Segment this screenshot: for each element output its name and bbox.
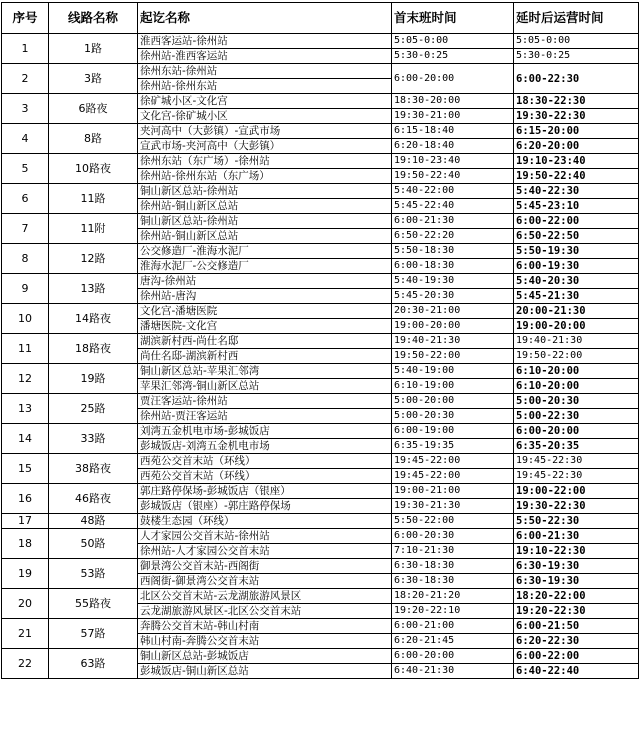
route-name: 53路 xyxy=(49,559,138,589)
route-endpoints: 徐州站-人才家园公交首末站 xyxy=(138,544,392,559)
row-index: 1 xyxy=(2,34,49,64)
route-endpoints: 郭庄路停保场-彭城饭店（银座） xyxy=(138,484,392,499)
table-row xyxy=(2,154,639,169)
first-last-bus-time: 5:05-0:00 xyxy=(392,34,514,49)
first-last-bus-time: 6:00-21:00 xyxy=(392,619,514,634)
route-endpoints: 徐州站-唐沟 xyxy=(138,289,392,304)
extended-operating-time: 18:20-22:00 xyxy=(514,589,639,604)
route-name: 38路夜 xyxy=(49,454,138,484)
route-endpoints: 宣武市场-夹河高中（大彭镇） xyxy=(138,139,392,154)
first-last-bus-time: 6:30-18:30 xyxy=(392,559,514,574)
table-row xyxy=(2,559,639,574)
extended-operating-time: 5:05-0:00 xyxy=(514,34,639,49)
first-last-bus-time: 6:00-20:30 xyxy=(392,529,514,544)
table-body xyxy=(2,34,639,679)
route-endpoints: 徐州站-淮西客运站 xyxy=(138,49,392,64)
header-extended-hours: 延时后运营时间 xyxy=(514,3,639,34)
table-header-row xyxy=(2,3,639,34)
table-row xyxy=(2,274,639,289)
row-index: 11 xyxy=(2,334,49,364)
route-name: 33路 xyxy=(49,424,138,454)
extended-operating-time: 6:00-19:30 xyxy=(514,259,639,274)
extended-operating-time: 19:30-22:30 xyxy=(514,109,639,124)
row-index: 16 xyxy=(2,484,49,514)
route-name: 50路 xyxy=(49,529,138,559)
extended-operating-time: 5:40-22:30 xyxy=(514,184,639,199)
route-endpoints: 铜山新区总站-苹果汇邻湾 xyxy=(138,364,392,379)
first-last-bus-time: 6:15-18:40 xyxy=(392,124,514,139)
route-endpoints: 西苑公交首末站（环线） xyxy=(138,454,392,469)
first-last-bus-time: 6:50-22:20 xyxy=(392,229,514,244)
extended-operating-time: 19:45-22:30 xyxy=(514,469,639,484)
row-index: 6 xyxy=(2,184,49,214)
table-row xyxy=(2,34,639,49)
extended-operating-time: 6:20-22:30 xyxy=(514,634,639,649)
route-endpoints: 徐州站-徐州东站（东广场） xyxy=(138,169,392,184)
header-index: 序号 xyxy=(2,3,49,34)
extended-operating-time: 19:10-23:40 xyxy=(514,154,639,169)
route-name: 19路 xyxy=(49,364,138,394)
first-last-bus-time: 5:40-19:00 xyxy=(392,364,514,379)
route-endpoints: 苹果汇邻湾-铜山新区总站 xyxy=(138,379,392,394)
first-last-bus-time: 6:30-18:30 xyxy=(392,574,514,589)
extended-operating-time: 19:00-20:00 xyxy=(514,319,639,334)
first-last-bus-time: 5:50-22:00 xyxy=(392,514,514,529)
route-endpoints: 贾汪客运站-徐州站 xyxy=(138,394,392,409)
extended-operating-time: 5:00-22:30 xyxy=(514,409,639,424)
extended-operating-time: 6:10-20:00 xyxy=(514,379,639,394)
route-endpoints: 徐矿城小区-文化宫 xyxy=(138,94,392,109)
extended-operating-time: 5:45-23:10 xyxy=(514,199,639,214)
first-last-bus-time: 6:00-18:30 xyxy=(392,259,514,274)
first-last-bus-time: 6:35-19:35 xyxy=(392,439,514,454)
extended-operating-time: 6:00-22:00 xyxy=(514,214,639,229)
table-row xyxy=(2,334,639,349)
first-last-bus-time: 5:00-20:30 xyxy=(392,409,514,424)
route-endpoints: 铜山新区总站-徐州站 xyxy=(138,184,392,199)
first-last-bus-time: 6:00-20:00 xyxy=(392,64,514,94)
route-endpoints: 韩山村南-奔腾公交首末站 xyxy=(138,634,392,649)
route-name: 1路 xyxy=(49,34,138,64)
row-index: 15 xyxy=(2,454,49,484)
route-name: 18路夜 xyxy=(49,334,138,364)
table-row xyxy=(2,514,639,529)
route-name: 3路 xyxy=(49,64,138,94)
first-last-bus-time: 20:30-21:00 xyxy=(392,304,514,319)
route-endpoints: 西阁街-御景湾公交首末站 xyxy=(138,574,392,589)
row-index: 9 xyxy=(2,274,49,304)
extended-operating-time: 19:50-22:40 xyxy=(514,169,639,184)
route-name: 6路夜 xyxy=(49,94,138,124)
route-endpoints: 北区公交首末站-云龙湖旅游风景区 xyxy=(138,589,392,604)
table-row xyxy=(2,484,639,499)
extended-operating-time: 6:40-22:40 xyxy=(514,664,639,679)
route-endpoints: 鼓楼生态园（环线） xyxy=(138,514,392,529)
route-name: 8路 xyxy=(49,124,138,154)
header-first-last-bus: 首末班时间 xyxy=(392,3,514,34)
first-last-bus-time: 5:00-20:00 xyxy=(392,394,514,409)
extended-operating-time: 6:35-20:35 xyxy=(514,439,639,454)
row-index: 18 xyxy=(2,529,49,559)
first-last-bus-time: 5:30-0:25 xyxy=(392,49,514,64)
extended-operating-time: 19:50-22:00 xyxy=(514,349,639,364)
extended-operating-time: 19:20-22:30 xyxy=(514,604,639,619)
first-last-bus-time: 19:50-22:00 xyxy=(392,349,514,364)
first-last-bus-time: 19:00-21:00 xyxy=(392,484,514,499)
table-row xyxy=(2,589,639,604)
route-endpoints: 文化宫-徐矿城小区 xyxy=(138,109,392,124)
route-endpoints: 西苑公交首末站（环线） xyxy=(138,469,392,484)
extended-operating-time: 5:40-20:30 xyxy=(514,274,639,289)
extended-operating-time: 19:00-22:00 xyxy=(514,484,639,499)
route-endpoints: 铜山新区总站-彭城饭店 xyxy=(138,649,392,664)
first-last-bus-time: 19:45-22:00 xyxy=(392,454,514,469)
route-endpoints: 人才家园公交首末站-徐州站 xyxy=(138,529,392,544)
route-endpoints: 淮海水泥厂-公交修造厂 xyxy=(138,259,392,274)
extended-operating-time: 6:15-20:00 xyxy=(514,124,639,139)
route-endpoints: 彭城饭店（银座）-郭庄路停保场 xyxy=(138,499,392,514)
first-last-bus-time: 6:20-21:45 xyxy=(392,634,514,649)
first-last-bus-time: 19:10-23:40 xyxy=(392,154,514,169)
extended-operating-time: 6:10-20:00 xyxy=(514,364,639,379)
route-endpoints: 徐州站-铜山新区总站 xyxy=(138,199,392,214)
route-endpoints: 徐州东站（东广场）-徐州站 xyxy=(138,154,392,169)
table-row xyxy=(2,454,639,469)
extended-operating-time: 19:45-22:30 xyxy=(514,454,639,469)
route-endpoints: 刘湾五金机电市场-彭城饭店 xyxy=(138,424,392,439)
first-last-bus-time: 18:20-21:20 xyxy=(392,589,514,604)
route-endpoints: 云龙湖旅游风景区-北区公交首末站 xyxy=(138,604,392,619)
row-index: 19 xyxy=(2,559,49,589)
route-endpoints: 铜山新区总站-徐州站 xyxy=(138,214,392,229)
first-last-bus-time: 6:00-19:00 xyxy=(392,424,514,439)
route-endpoints: 徐州东站-徐州站 xyxy=(138,64,392,79)
row-index: 22 xyxy=(2,649,49,679)
extended-operating-time: 5:50-22:30 xyxy=(514,514,639,529)
extended-operating-time: 6:00-22:00 xyxy=(514,649,639,664)
table-row xyxy=(2,364,639,379)
first-last-bus-time: 5:45-22:40 xyxy=(392,199,514,214)
row-index: 14 xyxy=(2,424,49,454)
route-endpoints: 奔腾公交首末站-韩山村南 xyxy=(138,619,392,634)
first-last-bus-time: 5:40-22:00 xyxy=(392,184,514,199)
extended-operating-time: 5:30-0:25 xyxy=(514,49,639,64)
table-row xyxy=(2,244,639,259)
extended-operating-time: 6:00-20:00 xyxy=(514,424,639,439)
first-last-bus-time: 19:00-20:00 xyxy=(392,319,514,334)
route-name: 63路 xyxy=(49,649,138,679)
row-index: 10 xyxy=(2,304,49,334)
table-row xyxy=(2,214,639,229)
route-name: 48路 xyxy=(49,514,138,529)
route-name: 10路夜 xyxy=(49,154,138,184)
first-last-bus-time: 6:20-18:40 xyxy=(392,139,514,154)
extended-operating-time: 19:10-22:30 xyxy=(514,544,639,559)
row-index: 2 xyxy=(2,64,49,94)
table-row xyxy=(2,124,639,139)
route-name: 11路 xyxy=(49,184,138,214)
first-last-bus-time: 6:40-21:30 xyxy=(392,664,514,679)
extended-operating-time: 5:45-21:30 xyxy=(514,289,639,304)
table-row xyxy=(2,619,639,634)
table-row xyxy=(2,184,639,199)
first-last-bus-time: 5:45-20:30 xyxy=(392,289,514,304)
first-last-bus-time: 5:40-19:30 xyxy=(392,274,514,289)
first-last-bus-time: 7:10-21:30 xyxy=(392,544,514,559)
first-last-bus-time: 6:00-21:30 xyxy=(392,214,514,229)
extended-operating-time: 5:50-19:30 xyxy=(514,244,639,259)
first-last-bus-time: 18:30-20:00 xyxy=(392,94,514,109)
route-endpoints: 彭城饭店-刘湾五金机电市场 xyxy=(138,439,392,454)
row-index: 17 xyxy=(2,514,49,529)
first-last-bus-time: 6:00-20:00 xyxy=(392,649,514,664)
table-row xyxy=(2,394,639,409)
row-index: 20 xyxy=(2,589,49,619)
route-name: 13路 xyxy=(49,274,138,304)
table-row xyxy=(2,649,639,664)
table-row xyxy=(2,424,639,439)
extended-operating-time: 6:00-21:50 xyxy=(514,619,639,634)
route-name: 14路夜 xyxy=(49,304,138,334)
extended-operating-time: 6:50-22:50 xyxy=(514,229,639,244)
extended-operating-time: 19:40-21:30 xyxy=(514,334,639,349)
extended-operating-time: 19:30-22:30 xyxy=(514,499,639,514)
extended-operating-time: 20:00-21:30 xyxy=(514,304,639,319)
extended-operating-time: 6:30-19:30 xyxy=(514,559,639,574)
row-index: 13 xyxy=(2,394,49,424)
route-endpoints: 文化宫-潘塘医院 xyxy=(138,304,392,319)
row-index: 5 xyxy=(2,154,49,184)
extended-operating-time: 5:00-20:30 xyxy=(514,394,639,409)
route-endpoints: 唐沟-徐州站 xyxy=(138,274,392,289)
table-row xyxy=(2,304,639,319)
route-endpoints: 徐州站-徐州东站 xyxy=(138,79,392,94)
extended-operating-time: 6:00-21:30 xyxy=(514,529,639,544)
first-last-bus-time: 5:50-18:30 xyxy=(392,244,514,259)
route-endpoints: 公交修造厂-淮海水泥厂 xyxy=(138,244,392,259)
row-index: 3 xyxy=(2,94,49,124)
row-index: 21 xyxy=(2,619,49,649)
route-endpoints: 淮西客运站-徐州站 xyxy=(138,34,392,49)
first-last-bus-time: 19:45-22:00 xyxy=(392,469,514,484)
route-endpoints: 潘塘医院-文化宫 xyxy=(138,319,392,334)
first-last-bus-time: 19:20-22:10 xyxy=(392,604,514,619)
route-name: 12路 xyxy=(49,244,138,274)
route-endpoints: 尚仕名邸-湖滨新村西 xyxy=(138,349,392,364)
row-index: 12 xyxy=(2,364,49,394)
route-name: 46路夜 xyxy=(49,484,138,514)
bus-schedule-table xyxy=(1,2,639,679)
header-route-name: 线路名称 xyxy=(49,3,138,34)
first-last-bus-time: 19:40-21:30 xyxy=(392,334,514,349)
row-index: 4 xyxy=(2,124,49,154)
first-last-bus-time: 19:50-22:40 xyxy=(392,169,514,184)
route-name: 55路夜 xyxy=(49,589,138,619)
first-last-bus-time: 19:30-21:00 xyxy=(392,109,514,124)
header-endpoints: 起讫名称 xyxy=(138,3,392,34)
table-row xyxy=(2,529,639,544)
route-endpoints: 湖滨新村西-尚仕名邸 xyxy=(138,334,392,349)
route-endpoints: 彭城饭店-铜山新区总站 xyxy=(138,664,392,679)
route-name: 57路 xyxy=(49,619,138,649)
row-index: 8 xyxy=(2,244,49,274)
first-last-bus-time: 6:10-19:00 xyxy=(392,379,514,394)
table-row xyxy=(2,64,639,79)
route-name: 11附 xyxy=(49,214,138,244)
route-endpoints: 徐州站-贾汪客运站 xyxy=(138,409,392,424)
extended-operating-time: 6:30-19:30 xyxy=(514,574,639,589)
extended-operating-time: 18:30-22:30 xyxy=(514,94,639,109)
extended-operating-time: 6:00-22:30 xyxy=(514,64,639,94)
route-endpoints: 御景湾公交首末站-西阁街 xyxy=(138,559,392,574)
route-name: 25路 xyxy=(49,394,138,424)
table-row xyxy=(2,94,639,109)
first-last-bus-time: 19:30-21:30 xyxy=(392,499,514,514)
route-endpoints: 徐州站-铜山新区总站 xyxy=(138,229,392,244)
extended-operating-time: 6:20-20:00 xyxy=(514,139,639,154)
route-endpoints: 夹河高中（大彭镇）-宣武市场 xyxy=(138,124,392,139)
row-index: 7 xyxy=(2,214,49,244)
